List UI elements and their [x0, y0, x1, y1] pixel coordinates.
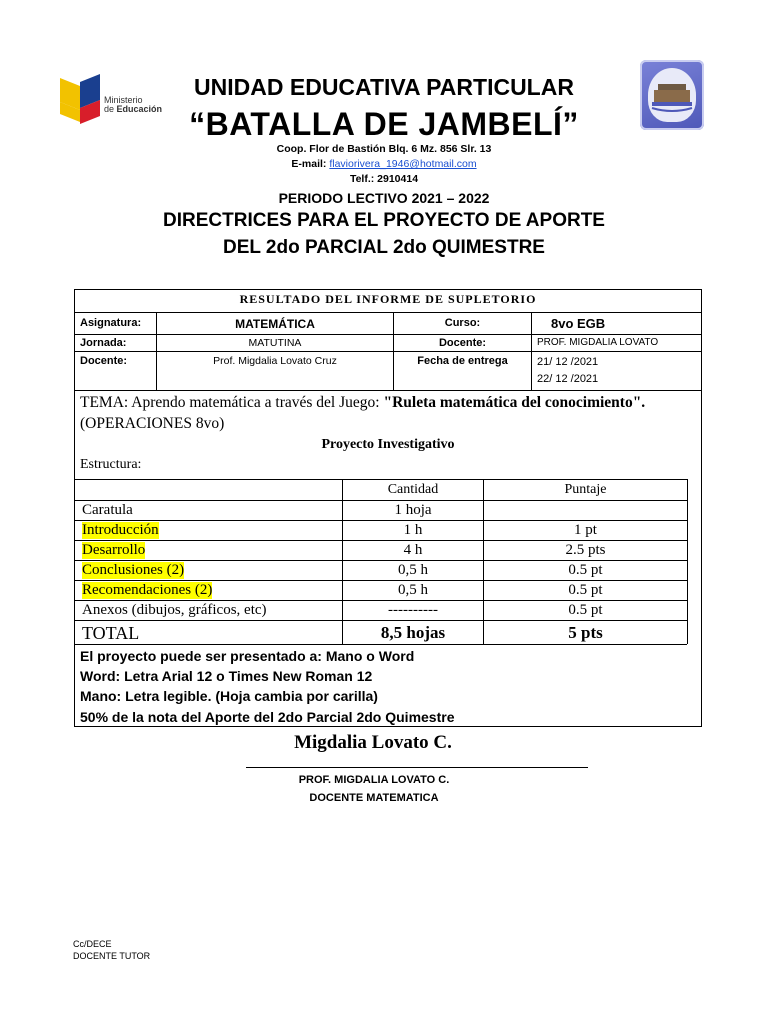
note-line: El proyecto puede ser presentado a: Mano o Word — [80, 648, 415, 664]
fecha-entrega-2: 22/ 12 /2021 — [537, 373, 599, 385]
docente-label: Docente: — [80, 355, 128, 367]
school-phone: Telf.: 2910414 — [349, 173, 419, 185]
form-title: RESULTADO DEL INFORME DE SUPLETORIO — [239, 292, 537, 306]
total-label: TOTAL — [82, 623, 140, 643]
estructura-label: Estructura: — [80, 457, 142, 472]
col-cantidad-header: Cantidad — [387, 482, 439, 497]
signature-title2: DOCENTE MATEMATICA — [309, 792, 439, 804]
row-cantidad: 1 h — [403, 522, 423, 538]
col-puntaje-header: Puntaje — [564, 482, 607, 497]
row-item: Conclusiones (2) — [82, 562, 185, 578]
footer-tutor: DOCENTE TUTOR — [73, 951, 151, 961]
docente-value: Prof. Migdalia Lovato Cruz — [213, 355, 337, 367]
row-puntaje: 1 pt — [574, 522, 597, 538]
school-address: Coop. Flor de Bastión Blq. 6 Mz. 856 Slr. 13 — [276, 143, 492, 155]
row-puntaje: 0.5 pt — [568, 562, 603, 578]
row-cantidad: 0,5 h — [398, 562, 428, 578]
row-item: Introducción — [82, 522, 159, 538]
school-email-line — [0, 158, 768, 170]
ministerio-line1: Ministerio — [104, 95, 143, 105]
fecha-entrega-1: 21/ 12 /2021 — [537, 356, 599, 368]
jornada-label: Jornada: — [80, 337, 127, 349]
signature-title1: PROF. MIGDALIA LOVATO C. — [298, 774, 450, 786]
row-puntaje: 0.5 pt — [568, 582, 603, 598]
signature-name: Migdalia Lovato C. — [294, 732, 452, 753]
row-item: Anexos (dibujos, gráficos, etc) — [82, 602, 267, 618]
row-puntaje: 2.5 pts — [565, 542, 606, 558]
asignatura-label: Asignatura: — [80, 317, 142, 329]
directrices-line1: DIRECTRICES PARA EL PROYECTO DE APORTE — [163, 210, 605, 231]
docente-value-right: PROF. MIGDALIA LOVATO — [537, 337, 659, 348]
total-puntaje: 5 pts — [568, 623, 603, 642]
email-label: E-mail: — [291, 158, 327, 170]
email-link[interactable]: flaviorivera_1946@hotmail.com — [329, 158, 477, 170]
row-item: Desarrollo — [82, 542, 146, 558]
note-line: 50% de la nota del Aporte del 2do Parcial 2do Quimestre — [80, 709, 455, 725]
footer-cc: Cc/DECE — [73, 939, 112, 949]
curso-value: 8vo EGB — [551, 316, 606, 331]
signature-line — [246, 767, 588, 768]
periodo-lectivo: PERIODO LECTIVO 2021 – 2022 — [278, 190, 490, 206]
proyecto-subtitle: Proyecto Investigativo — [321, 437, 455, 452]
row-item: Caratula — [82, 502, 133, 518]
tema-suffix: (OPERACIONES 8vo) — [80, 415, 225, 432]
curso-label: Curso: — [444, 317, 481, 329]
note-line: Word: Letra Arial 12 o Times New Roman 12 — [80, 668, 373, 684]
row-cantidad: ---------- — [388, 602, 438, 618]
row-cantidad: 4 h — [403, 542, 423, 558]
total-cantidad: 8,5 hojas — [380, 623, 446, 642]
docente-label-right: Docente: — [438, 337, 487, 349]
asignatura-value: MATEMÁTICA — [235, 317, 315, 331]
school-name: “BATALLA DE JAMBELÍ” — [189, 106, 579, 142]
row-puntaje: 0.5 pt — [568, 602, 603, 618]
note-line: Mano: Letra legible. (Hoja cambia por carilla) — [80, 688, 378, 704]
row-cantidad: 0,5 h — [398, 582, 428, 598]
tema-text: Aprendo matemática a través del Juego: — [131, 394, 380, 411]
tema-bold: "Ruleta matemática del conocimiento". — [383, 394, 646, 411]
row-cantidad: 1 hoja — [394, 502, 432, 518]
tema-prefix: TEMA: — [80, 394, 129, 411]
form-box — [74, 289, 702, 727]
ministerio-line3: Educación — [116, 104, 163, 114]
jornada-value: MATUTINA — [248, 337, 302, 349]
school-type: UNIDAD EDUCATIVA PARTICULAR — [194, 74, 574, 100]
ministerio-line2-text: de — [104, 104, 115, 114]
tema — [80, 392, 680, 434]
row-item: Recomendaciones (2) — [82, 582, 213, 598]
fecha-entrega-label: Fecha de entrega — [417, 355, 508, 367]
directrices-line2: DEL 2do PARCIAL 2do QUIMESTRE — [223, 237, 545, 258]
